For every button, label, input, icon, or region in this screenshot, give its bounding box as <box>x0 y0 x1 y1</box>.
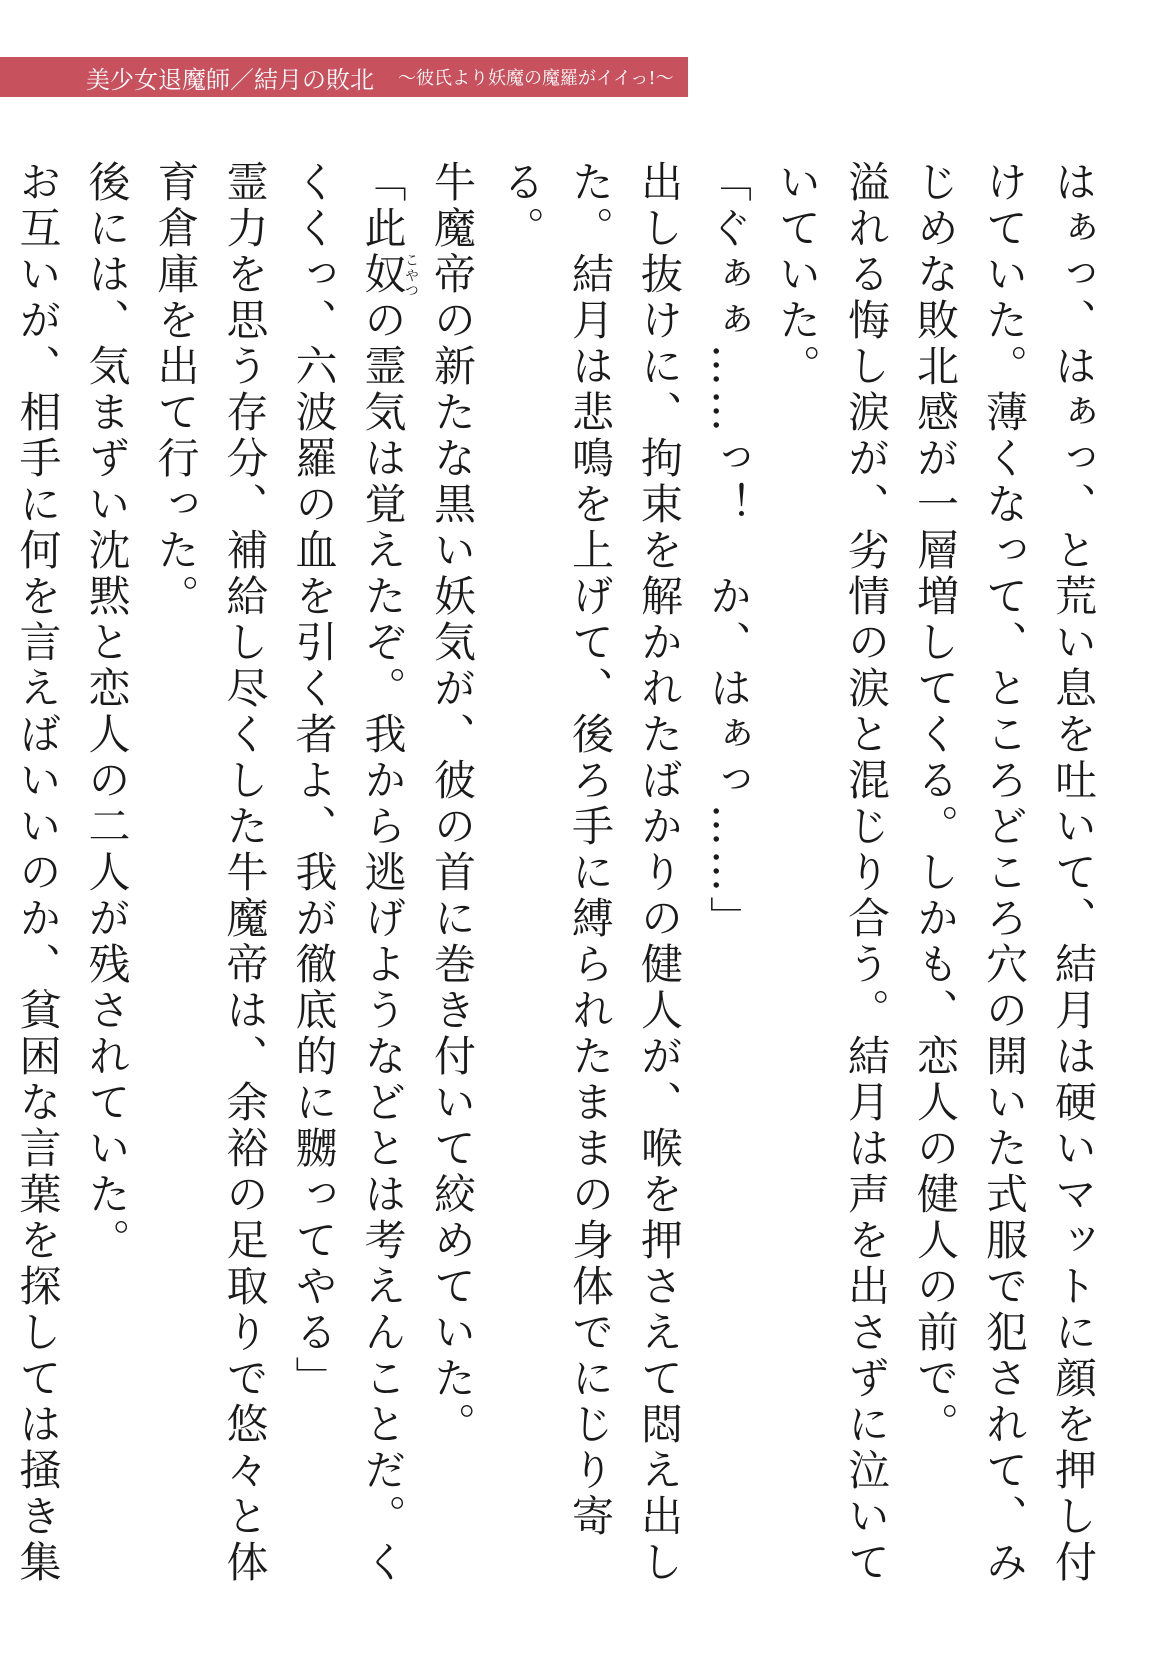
paragraph: 「ぐぁぁ……っ！ か、はぁっ……」 <box>704 160 753 942</box>
text-after-ruby: の霊気は覚えたぞ。我から逃げようなどとは考えんことだ。くくくっ、六波羅の血を引く者よ、我が徹底的に嬲ってやる」 <box>289 160 408 1586</box>
ruby-reading: こやつ <box>403 252 419 298</box>
paragraph: 後には、気まずい沈黙と恋人の二人が残されていた。 <box>82 160 132 1264</box>
paragraph-with-ruby <box>280 160 419 1630</box>
paragraph: 出し抜けに、拘束を解かれたばかりの健人が、喉を押さえて悶え出した。結月は悲鳴を上げて、後ろ手に縛られたままの身体でにじり寄る。 <box>497 160 684 1586</box>
book-subtitle: ～彼氏より妖魔の魔羅がイイっ!～ <box>398 68 674 89</box>
ruby-base: 奴 <box>358 252 408 298</box>
paragraph: 霊力を思う存分、補給し尽くした牛魔帝は、余裕の足取りで悠々と体育倉庫を出て行った。 <box>151 160 270 1586</box>
text-before-ruby: 「此 <box>358 160 408 252</box>
running-header <box>0 57 688 97</box>
paragraph: お互いが、相手に何を言えばいいのか、貧困な言葉を探しては掻き集 <box>13 160 63 1586</box>
paragraph: 牛魔帝の新たな黒い妖気が、彼の首に巻き付いて絞めていた。 <box>428 160 477 1448</box>
ruby-annotation <box>358 252 419 298</box>
vertical-text-body <box>13 160 1108 1630</box>
paragraph: はぁっ、はぁっ、と荒い息を吐いて、結月は硬いマットに顔を押し付けていた。薄くなって、ところどころ穴の開いた式服で犯されて、みじめな敗北感が一層増してくる。しかも、恋人の健人の前で。 <box>911 160 1098 1586</box>
book-title: 美少女退魔師／結月の敗北 <box>86 65 374 94</box>
paragraph: 溢れる悔し涙が、劣情の涙と混じり合う。結月は声を出さずに泣いていていた。 <box>773 160 891 1586</box>
